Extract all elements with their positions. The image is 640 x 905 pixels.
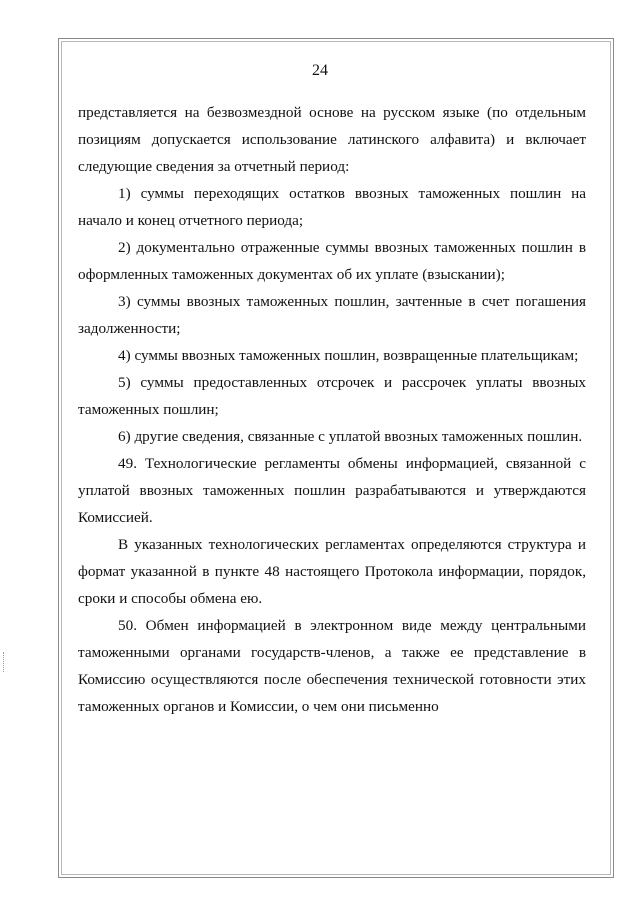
scan-margin-mark <box>3 652 6 672</box>
list-item-4: 4) суммы ввозных таможенных пошлин, возвращенные плательщикам; <box>118 347 579 364</box>
clause-50: 50. Обмен информацией в электронном виде между центральными таможенными органами государств-членов, а также ее представление в Комиссию осуществляются после обеспечения технической готовности этих таможенных органов и Комиссии, о чем они письменно <box>78 617 586 715</box>
list-item-6: 6) другие сведения, связанные с уплатой ввозных таможенных пошлин. <box>118 428 583 445</box>
clause-49: 49. Технологические регламенты обмены информацией, связанной с уплатой ввозных таможенных пошлин разрабатываются и утверждаются Комиссией. <box>78 455 586 526</box>
list-item-1: 1) суммы переходящих остатков ввозных таможенных пошлин на начало и конец отчетного периода; <box>78 185 586 229</box>
list-item-5: 5) суммы предоставленных отсрочек и рассрочек уплаты ввозных таможенных пошлин; <box>78 374 586 418</box>
document-body <box>78 99 586 720</box>
page-number: 24 <box>312 62 328 79</box>
paragraph-continuation: представляется на безвозмездной основе на русском языке (по отдельным позициям допускается использование латинского алфавита) и включает следующие сведения за отчетный период: <box>78 104 586 175</box>
list-item-3: 3) суммы ввозных таможенных пошлин, зачтенные в счет погашения задолженности; <box>78 293 586 337</box>
list-item-2: 2) документально отраженные суммы ввозных таможенных пошлин в оформленных таможенных документах об их уплате (взыскании); <box>78 239 586 283</box>
clause-49-continuation: В указанных технологических регламентах определяются структура и формат указанной в пункте 48 настоящего Протокола информации, порядок, сроки и способы обмена ею. <box>78 536 586 607</box>
